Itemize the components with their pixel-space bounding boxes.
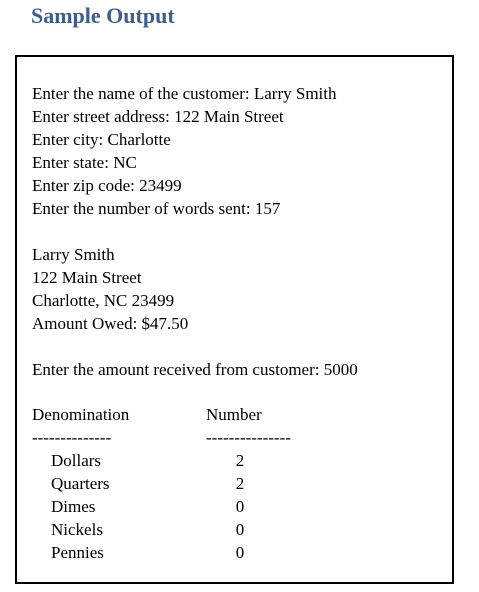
denomination-name: Dimes [51,497,96,516]
divider-number: --------------- [206,428,291,447]
output-line: Enter street address: 122 Main Street [32,107,284,126]
denomination-count: 0 [235,520,245,539]
denomination-count: 0 [235,497,245,516]
output-line: Enter state: NC [32,153,137,172]
output-lines [32,82,358,381]
output-box [15,55,454,584]
denomination-name: Quarters [51,474,110,493]
denomination-count: 2 [235,474,245,493]
address-line: 122 Main Street [32,268,142,287]
blank-line [32,335,358,358]
amount-prompt-line: Enter the amount received from customer: 5000 [32,360,358,379]
column-header-number: Number [206,405,262,424]
output-line: Enter the name of the customer: Larry Smith [32,84,337,103]
denomination-name: Nickels [51,520,103,539]
denomination-name: Dollars [51,451,102,470]
blank-line [32,220,358,243]
address-line: Charlotte, NC 23499 [32,291,175,310]
address-line: Amount Owed: $47.50 [32,314,189,333]
divider-denomination: -------------- [32,428,112,447]
denomination-name: Pennies [51,543,104,562]
page-title: Sample Output [31,3,175,28]
denomination-count: 0 [235,543,245,562]
denomination-count: 2 [235,451,245,470]
column-header-denomination: Denomination [32,405,130,424]
address-line: Larry Smith [32,245,115,264]
output-line: Enter city: Charlotte [32,130,171,149]
output-line: Enter zip code: 23499 [32,176,182,195]
output-line: Enter the number of words sent: 157 [32,199,281,218]
